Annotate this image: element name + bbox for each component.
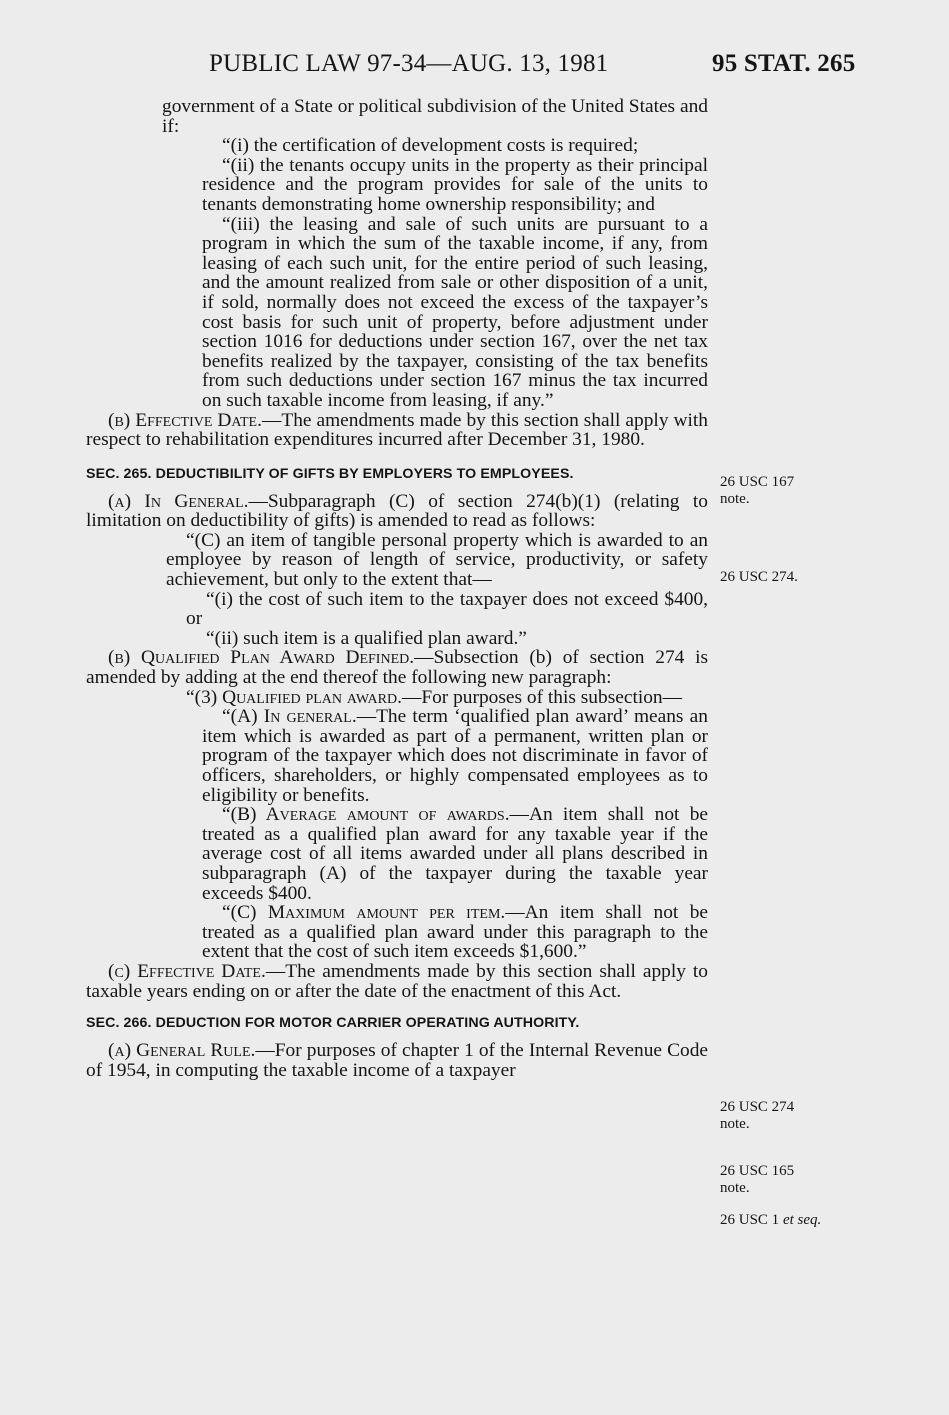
subparagraph-heading: “(B) Average amount of awards. [222,804,510,826]
subsection-text: —Subparagraph (C) of section 274(b)(1) (relating to limitation on deductibility of gifts) is amended to read as follows: [86,490,708,532]
subsection-heading: (b) Effective Date. [108,409,262,431]
subparagraph-heading: “(C) Maximum amount per item. [222,902,506,924]
paragraph-3 [86,688,708,708]
paragraph-heading: “(3) Qualified plan award. [186,686,402,708]
margin-note-26-usc-167 [720,474,794,508]
header-title: PUBLIC LAW 97-34—AUG. 13, 1981 [209,50,609,77]
subsection-heading: (b) Qualified Plan Award Defined. [108,647,415,669]
header-stat-page: 95 STAT. 265 [712,50,856,77]
subparagraph-b [86,805,708,903]
page-header [0,50,949,84]
clause-i-cost: “(i) the cost of such item to the taxpayer does not exceed $400, or [186,588,708,630]
subsection-text: —Subsection (b) of section 274 is amended by adding at the end thereof the following new paragraph: [86,647,709,689]
margin-note-line: 26 USC 165 [720,1163,795,1179]
subsection-heading: (a) General Rule. [108,1040,256,1062]
margin-note-26-usc-274 [720,569,798,586]
margin-note-main: 26 USC 1 [720,1212,780,1228]
margin-note-italic: et seq. [782,1212,822,1228]
clause-iii: “(iii) the leasing and sale of such units are pursuant to a program in which the sum of the taxable income, if any, from leasing of each such unit, for the entire period of such leasing, and the amount realized from sale or other disposition of a unit, if sold, normally does not exceed the excess of the taxpayer’s cost basis for such unit of property, before adjustment under section 1016 for deductions under section 167, over the net tax benefits realized by the taxpayer, consisting of the tax benefits from such deductions under section 167 minus the tax incurred on such taxable income from leasing, if any.” [202,213,708,411]
subparagraph-a [86,707,708,805]
subsection-heading: (a) In General. [108,490,249,512]
subsection-b-qualified-plan [86,648,708,687]
margin-note-26-usc-165 [720,1163,794,1197]
subsection-text: —The amendments made by this section shall apply with respect to rehabilitation expenditures incurred after December 31, 1980. [86,409,708,451]
subparagraph-text: —The term ‘qualified plan award’ means an item which is awarded as part of a permanent, written plan or program of the taxpayer which does not discriminate in favor of officers, shareholders, or highly compensated employees as to eligibility or benefits. [202,706,708,806]
subparagraph-text: —An item shall not be treated as a qualified plan award under this paragraph to the extent that the cost of such item exceeds $1,600.” [202,902,708,963]
subparagraph-text: —An item shall not be treated as a qualified plan award for any taxable year if the average cost of all items awarded under all plans described in subparagraph (A) of the taxpayer during the taxable year exceeds $400. [202,804,708,904]
subsection-c-effective-date [86,962,708,1001]
subsection-text: —For purposes of chapter 1 of the Internal Revenue Code of 1954, in computing the taxable income of a taxpayer [86,1040,709,1081]
margin-note-line: note. [720,1180,750,1196]
margin-note-26-usc-1 [720,1212,821,1229]
margin-note-26-usc-274-note [720,1099,794,1133]
margin-note-line: 26 USC 274. [720,569,798,585]
clause-ii: “(ii) the tenants occupy units in the property as their principal residence and the program provides for sale of the units to tenants demonstrating home ownership responsibility; and [202,154,708,215]
document-body [86,97,708,1080]
margin-note-line: 26 USC 274 [720,1099,795,1115]
margin-note-line: note. [720,1116,750,1132]
subsection-heading: (c) Effective Date. [108,960,266,982]
section-265-heading: SEC. 265. DEDUCTIBILITY OF GIFTS BY EMPLOYERS TO EMPLOYEES. [86,465,574,482]
subparagraph-heading: “(A) In general. [222,706,357,728]
margin-note-line: note. [720,491,750,507]
paragraph-text: —For purposes of this subsection— [401,686,683,708]
subparagraph-c-max [86,903,708,962]
subsection-b-effective-date [86,411,708,450]
subsection-text: —The amendments made by this section shall apply to taxable years ending on or after the date of the enactment of this Act. [86,960,708,1002]
paragraph-continuation: government of a State or political subdivision of the United States and if: [162,96,708,137]
subparagraph-c: “(C) an item of tangible personal property which is awarded to an employee by reason of length of service, productivity, or safety achievement, but only to the extent that— [166,529,708,591]
subsection-a-in-general [86,492,708,531]
clause-ii-award: “(ii) such item is a qualified plan award.” [206,627,527,649]
subsection-a-general-rule [86,1041,708,1080]
margin-note-line: 26 USC 167 [720,474,795,490]
section-266-heading: SEC. 266. DEDUCTION FOR MOTOR CARRIER OPERATING AUTHORITY. [86,1015,580,1032]
clause-i: “(i) the certification of development costs is required; [222,135,639,157]
